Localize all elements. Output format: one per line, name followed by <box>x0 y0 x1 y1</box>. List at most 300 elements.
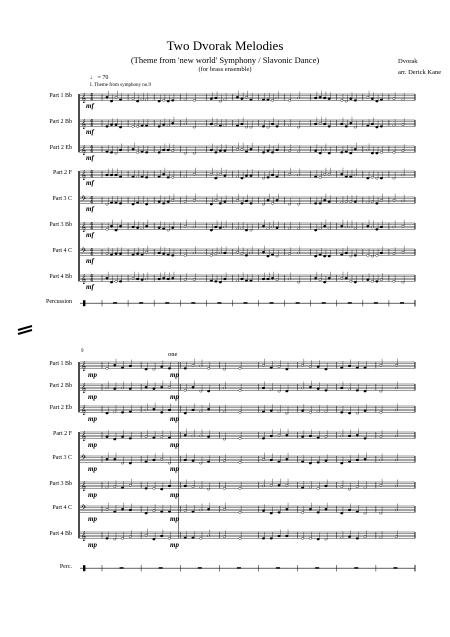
note-head <box>158 100 161 102</box>
rehearsal-mark: one <box>168 351 178 358</box>
whole-rest-icon <box>191 302 195 304</box>
note-head <box>113 458 116 460</box>
note-head <box>301 461 304 463</box>
note-head <box>136 227 139 229</box>
note-head <box>236 148 239 150</box>
note-head <box>262 151 265 153</box>
dynamic-marking: mf <box>86 102 94 110</box>
note-head <box>356 486 359 488</box>
note-head <box>239 487 242 489</box>
note-head <box>215 280 218 282</box>
note-head <box>115 124 118 126</box>
note-head <box>129 411 132 413</box>
note-head <box>314 202 317 204</box>
note-head <box>380 512 383 514</box>
note-head <box>270 459 273 461</box>
note-head <box>354 228 357 230</box>
note-head <box>250 175 253 177</box>
note-head <box>167 201 170 203</box>
dynamic-marking: mp <box>170 465 179 473</box>
note-head <box>286 368 289 370</box>
note-head <box>314 229 317 231</box>
note-head <box>371 280 374 282</box>
note-head <box>319 152 322 154</box>
note-head <box>325 436 328 438</box>
note-head <box>106 508 109 510</box>
note-head <box>239 411 242 413</box>
note-head <box>286 458 289 460</box>
note-head <box>184 152 187 154</box>
note-head <box>153 538 156 540</box>
note-head <box>393 253 396 255</box>
bass-clef-icon: 𝄢 <box>81 504 87 513</box>
note-head <box>153 388 156 390</box>
note-head <box>207 488 210 490</box>
note-head <box>192 435 195 437</box>
dynamic-marking: mp <box>88 371 97 379</box>
note-head <box>224 201 227 203</box>
note-head <box>402 281 405 283</box>
note-head <box>106 412 109 414</box>
note-head <box>245 200 248 202</box>
note-head <box>219 281 222 283</box>
note-head <box>236 96 239 98</box>
dynamic-marking: mp <box>88 465 97 473</box>
note-head <box>376 254 379 256</box>
note-head <box>160 511 163 513</box>
note-head <box>224 278 227 280</box>
note-head <box>380 459 383 461</box>
note-head <box>380 252 383 254</box>
note-head <box>129 388 132 390</box>
note-head <box>136 253 139 255</box>
note-head <box>267 199 270 201</box>
note-head <box>167 176 170 178</box>
note-head <box>345 277 348 279</box>
note-head <box>349 226 352 228</box>
note-head <box>136 151 139 153</box>
note-head <box>110 174 113 176</box>
part-label-sys2: Part 2 Eb <box>49 405 72 411</box>
note-head <box>345 201 348 203</box>
note-head <box>162 202 165 204</box>
whole-rest-icon <box>198 567 202 569</box>
dynamic-marking: mf <box>86 128 94 136</box>
note-head <box>219 150 222 152</box>
note-head <box>276 227 279 229</box>
note-head <box>121 411 124 413</box>
note-head <box>380 484 383 486</box>
note-head <box>317 388 320 390</box>
note-head <box>193 279 196 281</box>
note-head <box>380 99 383 101</box>
time-sig-top: 4 <box>90 222 94 228</box>
note-head <box>271 123 274 125</box>
note-head <box>106 487 109 489</box>
note-head <box>314 97 317 99</box>
note-head <box>319 176 322 178</box>
note-head <box>223 411 226 413</box>
treble-clef-icon: 𝄞 <box>81 431 87 442</box>
note-head <box>345 176 348 178</box>
note-head <box>393 151 396 153</box>
note-head <box>184 123 187 125</box>
note-head <box>278 484 281 486</box>
note-head <box>167 229 170 231</box>
page-subtitle: (Theme from 'new world' Symphony / Slavonic Dance) <box>130 55 320 65</box>
note-head <box>132 148 135 150</box>
note-head <box>171 277 174 279</box>
note-head <box>200 509 203 511</box>
time-sig-top: 4 <box>90 145 94 151</box>
note-head <box>129 437 132 439</box>
note-head <box>200 390 203 392</box>
time-sig-bottom: 4 <box>90 97 94 103</box>
arranger: arr. Derick Kane <box>398 69 442 76</box>
note-head <box>402 200 405 202</box>
note-head <box>395 435 398 437</box>
note-head <box>262 364 265 366</box>
note-head <box>402 124 405 126</box>
note-head <box>309 366 312 368</box>
dynamic-marking: mf <box>86 231 94 239</box>
note-head <box>129 365 132 367</box>
note-head <box>145 151 148 153</box>
note-head <box>106 151 109 153</box>
note-head <box>367 202 370 204</box>
note-head <box>106 367 109 369</box>
note-head <box>262 537 265 539</box>
note-head <box>119 149 122 151</box>
note-head <box>376 280 379 282</box>
note-head <box>171 227 174 229</box>
note-head <box>276 255 279 257</box>
time-sig-bottom: 4 <box>90 278 94 284</box>
note-head <box>276 199 279 201</box>
note-head <box>364 367 367 369</box>
note-head <box>250 99 253 101</box>
note-head <box>245 280 248 282</box>
note-head <box>145 251 148 253</box>
dynamic-marking: mf <box>86 154 94 162</box>
whole-rest-icon <box>113 302 117 304</box>
note-head <box>162 124 165 126</box>
note-head <box>110 100 113 102</box>
note-head <box>278 366 281 368</box>
note-head <box>141 279 144 281</box>
note-head <box>136 278 139 280</box>
note-head <box>309 462 312 464</box>
note-head <box>271 277 274 279</box>
note-head <box>200 365 203 367</box>
note-head <box>168 511 171 513</box>
treble-clef-icon: 𝄞 <box>81 383 87 394</box>
note-head <box>113 486 116 488</box>
note-head <box>210 229 213 231</box>
note-head <box>380 390 383 392</box>
note-head <box>223 536 226 538</box>
note-head <box>270 410 273 412</box>
note-head <box>317 411 320 413</box>
note-head <box>145 125 148 127</box>
dynamic-marking: mp <box>88 515 97 523</box>
note-head <box>276 279 279 281</box>
note-head <box>207 408 210 410</box>
note-head <box>271 226 274 228</box>
composer: Dvorak <box>398 58 418 65</box>
note-head <box>215 177 218 179</box>
note-head <box>319 228 322 230</box>
note-head <box>314 176 317 178</box>
note-head <box>345 125 348 127</box>
note-head <box>210 98 213 100</box>
note-head <box>184 279 187 281</box>
dynamic-marking: mp <box>88 393 97 401</box>
note-head <box>158 201 161 203</box>
note-head <box>364 390 367 392</box>
note-head <box>193 99 196 101</box>
note-head <box>119 202 122 204</box>
note-head <box>345 252 348 254</box>
note-head <box>402 174 405 176</box>
note-head <box>129 462 132 464</box>
note-head <box>132 277 135 279</box>
note-head <box>393 226 396 228</box>
note-head <box>245 175 248 177</box>
bass-clef-icon: 𝄢 <box>81 247 87 256</box>
treble-clef-icon: 𝄞 <box>81 361 87 372</box>
note-head <box>106 537 109 539</box>
note-head <box>167 149 170 151</box>
page-subsubtitle: (for brass ensemble) <box>198 66 252 73</box>
note-head <box>141 99 144 101</box>
note-head <box>250 229 253 231</box>
note-head <box>271 99 274 101</box>
note-head <box>328 277 331 279</box>
note-head <box>262 510 265 512</box>
note-head <box>340 151 343 153</box>
note-head <box>267 228 270 230</box>
treble-clef-icon: 𝄞 <box>81 405 87 416</box>
note-head <box>141 151 144 153</box>
dynamic-marking: mp <box>88 541 97 549</box>
whole-rest-icon <box>139 302 143 304</box>
whole-rest-icon <box>270 302 274 304</box>
note-head <box>323 199 326 201</box>
note-head <box>241 278 244 280</box>
note-head <box>241 177 244 179</box>
note-head <box>348 461 351 463</box>
note-head <box>371 98 374 100</box>
note-head <box>278 434 281 436</box>
note-head <box>349 98 352 100</box>
note-head <box>158 176 161 178</box>
note-head <box>158 278 161 280</box>
dynamic-marking: mp <box>88 415 97 423</box>
note-head <box>271 151 274 153</box>
note-head <box>110 225 113 227</box>
note-head <box>340 387 343 389</box>
note-head <box>106 253 109 255</box>
note-head <box>224 125 227 127</box>
note-head <box>193 152 196 154</box>
note-head <box>262 411 265 413</box>
note-head <box>223 368 226 370</box>
note-head <box>145 386 148 388</box>
note-head <box>309 508 312 510</box>
note-head <box>262 458 265 460</box>
time-sig-bottom: 4 <box>90 226 94 232</box>
note-head <box>286 390 289 392</box>
note-head <box>245 96 248 98</box>
note-head <box>236 125 239 127</box>
note-head <box>328 98 331 100</box>
note-head <box>356 511 359 513</box>
note-head <box>223 387 226 389</box>
note-head <box>276 97 279 99</box>
note-head <box>215 253 218 255</box>
note-head <box>267 176 270 178</box>
note-head <box>325 460 328 462</box>
note-head <box>153 437 156 439</box>
note-head <box>348 509 351 511</box>
note-head <box>153 510 156 512</box>
note-head <box>276 176 279 178</box>
note-head <box>141 254 144 256</box>
note-head <box>349 255 352 257</box>
note-head <box>207 436 210 438</box>
note-head <box>262 203 265 205</box>
note-head <box>192 460 195 462</box>
note-head <box>402 251 405 253</box>
note-head <box>270 512 273 514</box>
note-head <box>297 281 300 283</box>
note-head <box>224 252 227 254</box>
note-head <box>168 437 171 439</box>
note-head <box>193 226 196 228</box>
note-head <box>168 386 171 388</box>
note-head <box>325 389 328 391</box>
note-head <box>393 125 396 127</box>
note-head <box>184 176 187 178</box>
note-head <box>270 389 273 391</box>
note-head <box>160 535 163 537</box>
note-head <box>250 280 253 282</box>
note-head <box>162 228 165 230</box>
note-head <box>345 226 348 228</box>
note-head <box>200 462 203 464</box>
note-head <box>132 203 135 205</box>
note-head <box>317 511 320 513</box>
part-label-sys1: Part 2 Bb <box>49 119 72 125</box>
note-head <box>376 202 379 204</box>
note-head <box>239 389 242 391</box>
note-head <box>115 229 118 231</box>
note-head <box>325 485 328 487</box>
treble-clef-icon: 𝄞 <box>81 145 87 156</box>
note-head <box>145 225 148 227</box>
whole-rest-icon <box>393 567 397 569</box>
note-head <box>121 462 124 464</box>
note-head <box>328 173 331 175</box>
part-label-sys1: Part 3 Bb <box>49 222 72 228</box>
note-head <box>262 437 265 439</box>
note-head <box>380 411 383 413</box>
note-head <box>317 538 320 540</box>
treble-clef-icon: 𝄞 <box>81 222 87 233</box>
part-label-sys1: Part 1 Bb <box>49 93 72 99</box>
note-head <box>250 126 253 128</box>
note-head <box>153 487 156 489</box>
note-head <box>323 281 326 283</box>
note-head <box>210 149 213 151</box>
note-head <box>113 511 116 513</box>
note-head <box>168 485 171 487</box>
note-head <box>340 367 343 369</box>
time-sig-bottom: 4 <box>90 123 94 129</box>
note-head <box>167 100 170 102</box>
note-head <box>297 97 300 99</box>
treble-clef-icon: 𝄞 <box>81 481 87 492</box>
note-head <box>113 411 116 413</box>
note-head <box>340 202 343 204</box>
note-head <box>380 279 383 281</box>
note-head <box>267 126 270 128</box>
note-head <box>267 255 270 257</box>
note-head <box>270 537 273 539</box>
tempo-marking: ♩ = 70 <box>90 75 109 81</box>
part-label-sys2: Part 2 Bb <box>49 383 72 389</box>
part-label-sys2: Part 2 F <box>52 431 72 437</box>
note-head <box>192 409 195 411</box>
note-head <box>349 122 352 124</box>
note-head <box>364 437 367 439</box>
whole-rest-icon <box>374 302 378 304</box>
note-head <box>224 99 227 101</box>
note-head <box>301 410 304 412</box>
note-head <box>267 278 270 280</box>
note-head <box>145 203 148 205</box>
note-head <box>184 201 187 203</box>
note-head <box>119 280 122 282</box>
part-label-sys1: Part 2 Eb <box>49 145 72 151</box>
dynamic-marking: mp <box>170 415 179 423</box>
note-head <box>286 508 289 510</box>
note-head <box>192 511 195 513</box>
note-head <box>121 387 124 389</box>
note-head <box>367 149 370 151</box>
note-head <box>271 254 274 256</box>
note-head <box>210 123 213 125</box>
note-head <box>241 228 244 230</box>
note-head <box>323 225 326 227</box>
note-head <box>168 367 171 369</box>
note-head <box>323 97 326 99</box>
note-head <box>113 538 116 540</box>
note-head <box>288 278 291 280</box>
note-head <box>395 536 398 538</box>
note-head <box>239 511 242 513</box>
note-head <box>215 199 218 201</box>
part-label-sys2: Part 3 C <box>52 455 72 461</box>
section-break-icon <box>18 330 32 334</box>
note-head <box>121 537 124 539</box>
part-label-sys1: Part 2 F <box>52 170 72 176</box>
note-head <box>245 254 248 256</box>
note-head <box>288 203 291 205</box>
note-head <box>395 387 398 389</box>
note-head <box>319 279 322 281</box>
